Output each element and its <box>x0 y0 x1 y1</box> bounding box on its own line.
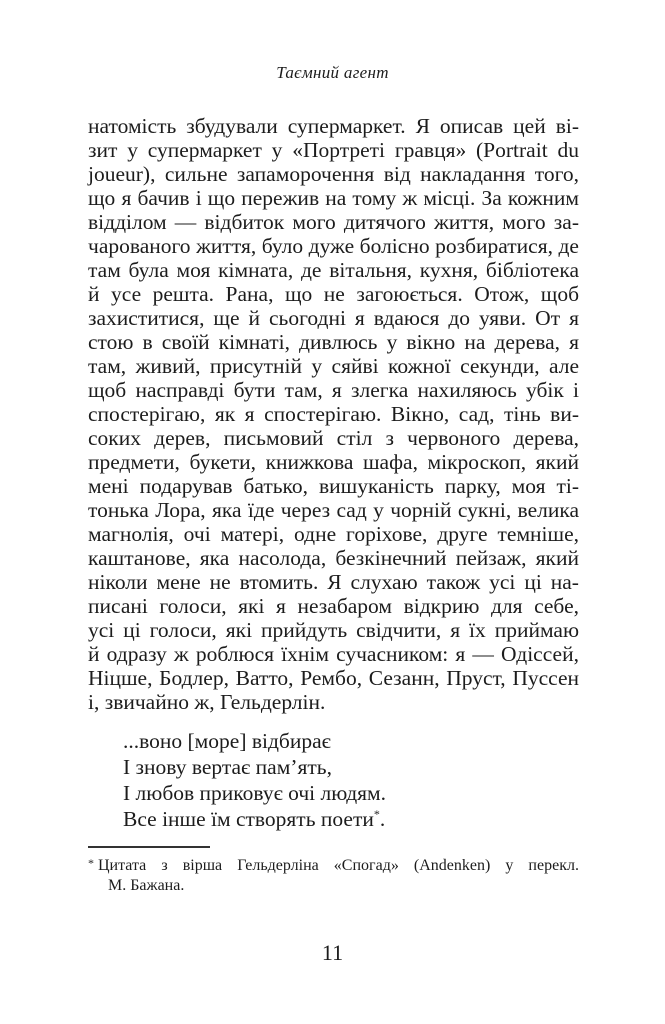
footnote-line <box>88 856 579 876</box>
text-line: відділом — відбиток мого дитячого життя, мого за- <box>88 210 579 234</box>
poem-line: ...воно [море] відбирає <box>123 729 331 753</box>
text-line: тонька Лора, яка їде через сад у чорній сукні, велика <box>88 498 580 522</box>
poem-line: І знову вертає пам’ять, <box>123 755 332 779</box>
footnote <box>88 856 579 896</box>
footnote-reference[interactable]: * <box>373 807 380 821</box>
poem-line <box>123 806 386 832</box>
text-line: мені подарував батько, вишуканість парку, моя ті- <box>88 474 579 498</box>
text-line: соких дерев, письмовий стіл з червоного дерева, <box>88 426 580 450</box>
text-line: ніколи мене не втомить. Я слухаю також усі ці на- <box>88 570 579 594</box>
text-line: каштанове, яка насолода, безкінечний пейзаж, який <box>88 546 580 570</box>
text-line: усі ці голоси, які прийдуть свідчити, я їх приймаю <box>88 618 580 642</box>
poem-quote <box>123 728 386 832</box>
text-line: й одразу ж роблюся їхнім сучасником: я — Одіссей, <box>88 642 579 666</box>
text-line: що я бачив і що пережив на тому ж місці. За кожним <box>88 186 579 210</box>
poem-line: І любов приковує очі людям. <box>123 781 387 805</box>
footnote-text: Цитата з вірша Гельдерліна «Спогад» (Andenken) у перекл. <box>98 857 579 874</box>
page-number: 11 <box>321 940 344 965</box>
text-line: натомість збудували супермаркет. Я описав цей ві- <box>88 114 579 138</box>
text-line: Ніцше, Бодлер, Ватто, Рембо, Сезанн, Пруст, Пуссен <box>88 666 580 690</box>
text-line: стою в своїй кімнаті, дивлюсь у вікно на дерева, я <box>88 330 580 354</box>
text-line: там, живий, присутній у сяйві кожної секунди, але <box>88 354 580 378</box>
footnote-divider <box>88 846 210 848</box>
text-line: предмети, букети, книжкова шафа, мікроскоп, який <box>88 450 580 474</box>
text-line: там була моя кімната, де вітальня, кухня, бібліотека <box>88 258 580 282</box>
body-paragraph <box>88 114 579 714</box>
text-line: спостерігаю, як я спостерігаю. Вікно, сад, тінь ви- <box>88 402 579 426</box>
footnote-mark: * <box>88 856 94 870</box>
text-line: писані голоси, які я незабаром відкрию для себе, <box>88 594 580 618</box>
text-line: joueur), сильне запаморочення від накладання того, <box>88 162 580 186</box>
footnote-line: М. Бажана. <box>108 877 185 894</box>
text-line: магнолія, очі матері, одне горіхове, друге темніше, <box>88 522 579 546</box>
running-head: Таємний агент <box>276 63 389 82</box>
text-line: захиститися, ще й сьогодні я вдаюся до уяви. От я <box>88 306 579 330</box>
text-line: і, звичайно ж, Гельдерлін. <box>88 690 326 714</box>
text-line: щоб насправді бути там, я злегка нахиляюсь убік і <box>88 378 580 402</box>
poem-line-text: Все інше їм створять поети <box>123 807 374 831</box>
poem-end-punct: . <box>379 807 386 831</box>
text-line: чарованого життя, було дуже болісно розбиратися, де <box>88 234 579 258</box>
text-line: й усе решта. Рана, що не загоюється. Отож, щоб <box>88 282 580 306</box>
text-line: зит у супермаркет у «Портреті гравця» (Portrait du <box>88 138 579 162</box>
